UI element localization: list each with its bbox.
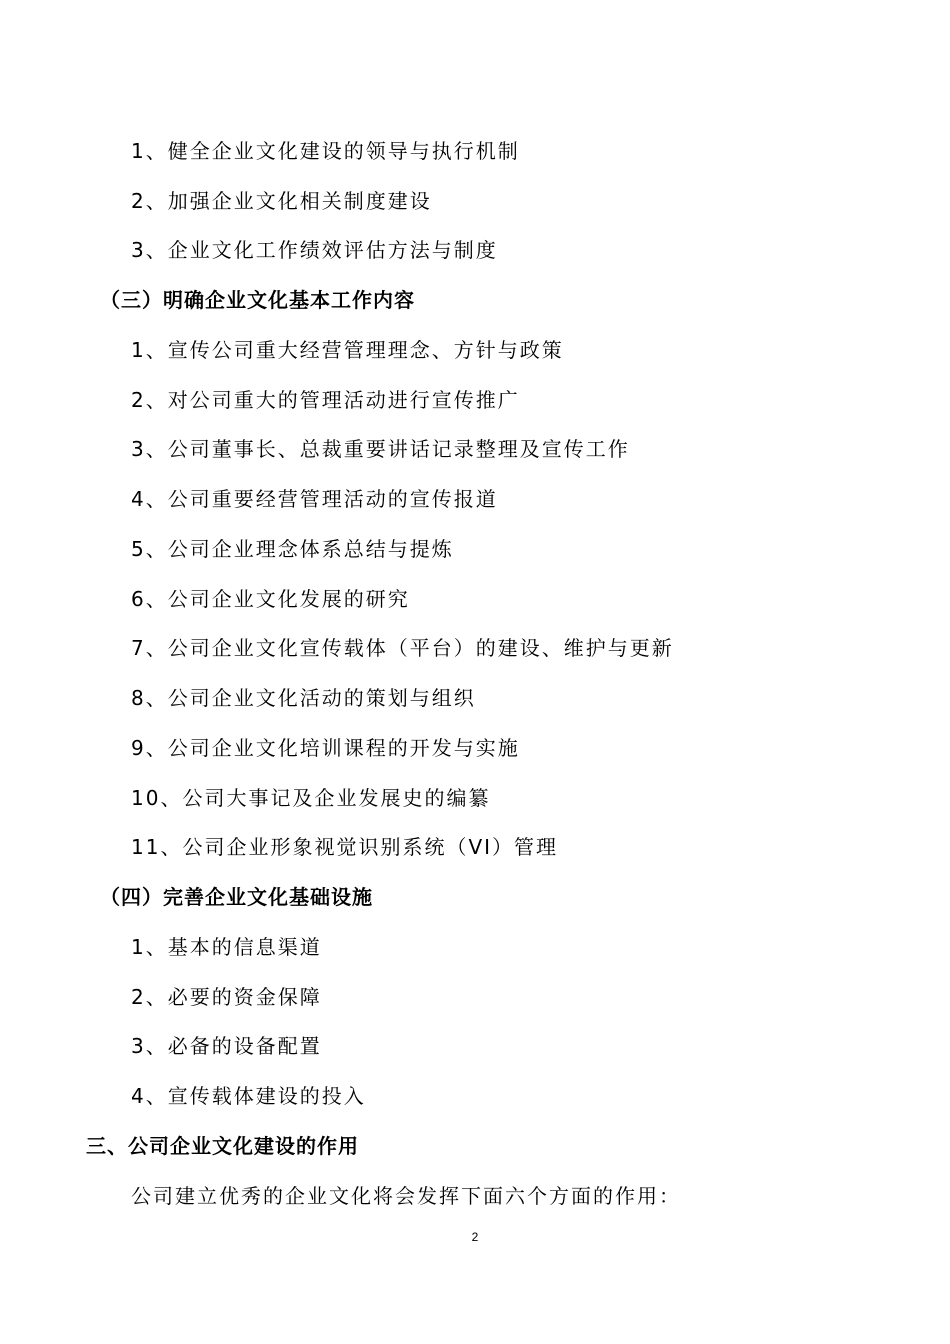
list-item: 7、公司企业文化宣传载体（平台）的建设、维护与更新 [131,636,674,660]
list-item: 4、公司重要经营管理活动的宣传报道 [131,487,498,511]
list-item: 2、加强企业文化相关制度建设 [131,189,432,213]
paragraph: 公司建立优秀的企业文化将会发挥下面六个方面的作用： [131,1184,681,1208]
list-item: 4、宣传载体建设的投入 [131,1084,366,1108]
list-item: 9、公司企业文化培训课程的开发与实施 [131,736,520,760]
list-item: 10、公司大事记及企业发展史的编纂 [131,786,491,810]
list-item: 6、公司企业文化发展的研究 [131,587,410,611]
list-item: 1、基本的信息渠道 [131,935,322,959]
list-item: 5、公司企业理念体系总结与提炼 [131,537,454,561]
list-item: 2、必要的资金保障 [131,985,322,1009]
section-subheading: （三）明确企业文化基本工作内容 [100,288,415,312]
section-heading: 三、公司企业文化建设的作用 [86,1134,359,1158]
list-item: 1、宣传公司重大经营管理理念、方针与政策 [131,338,564,362]
list-item: 8、公司企业文化活动的策划与组织 [131,686,476,710]
list-item: 11、公司企业形象视觉识别系统（VI）管理 [131,835,559,859]
list-item: 3、公司董事长、总裁重要讲话记录整理及宣传工作 [131,437,630,461]
section-subheading: （四）完善企业文化基础设施 [100,885,373,909]
list-item: 1、健全企业文化建设的领导与执行机制 [131,139,520,163]
list-item: 3、必备的设备配置 [131,1034,322,1058]
page-number: 2 [471,1230,479,1244]
list-item: 3、企业文化工作绩效评估方法与制度 [131,238,498,262]
list-item: 2、对公司重大的管理活动进行宣传推广 [131,388,520,412]
